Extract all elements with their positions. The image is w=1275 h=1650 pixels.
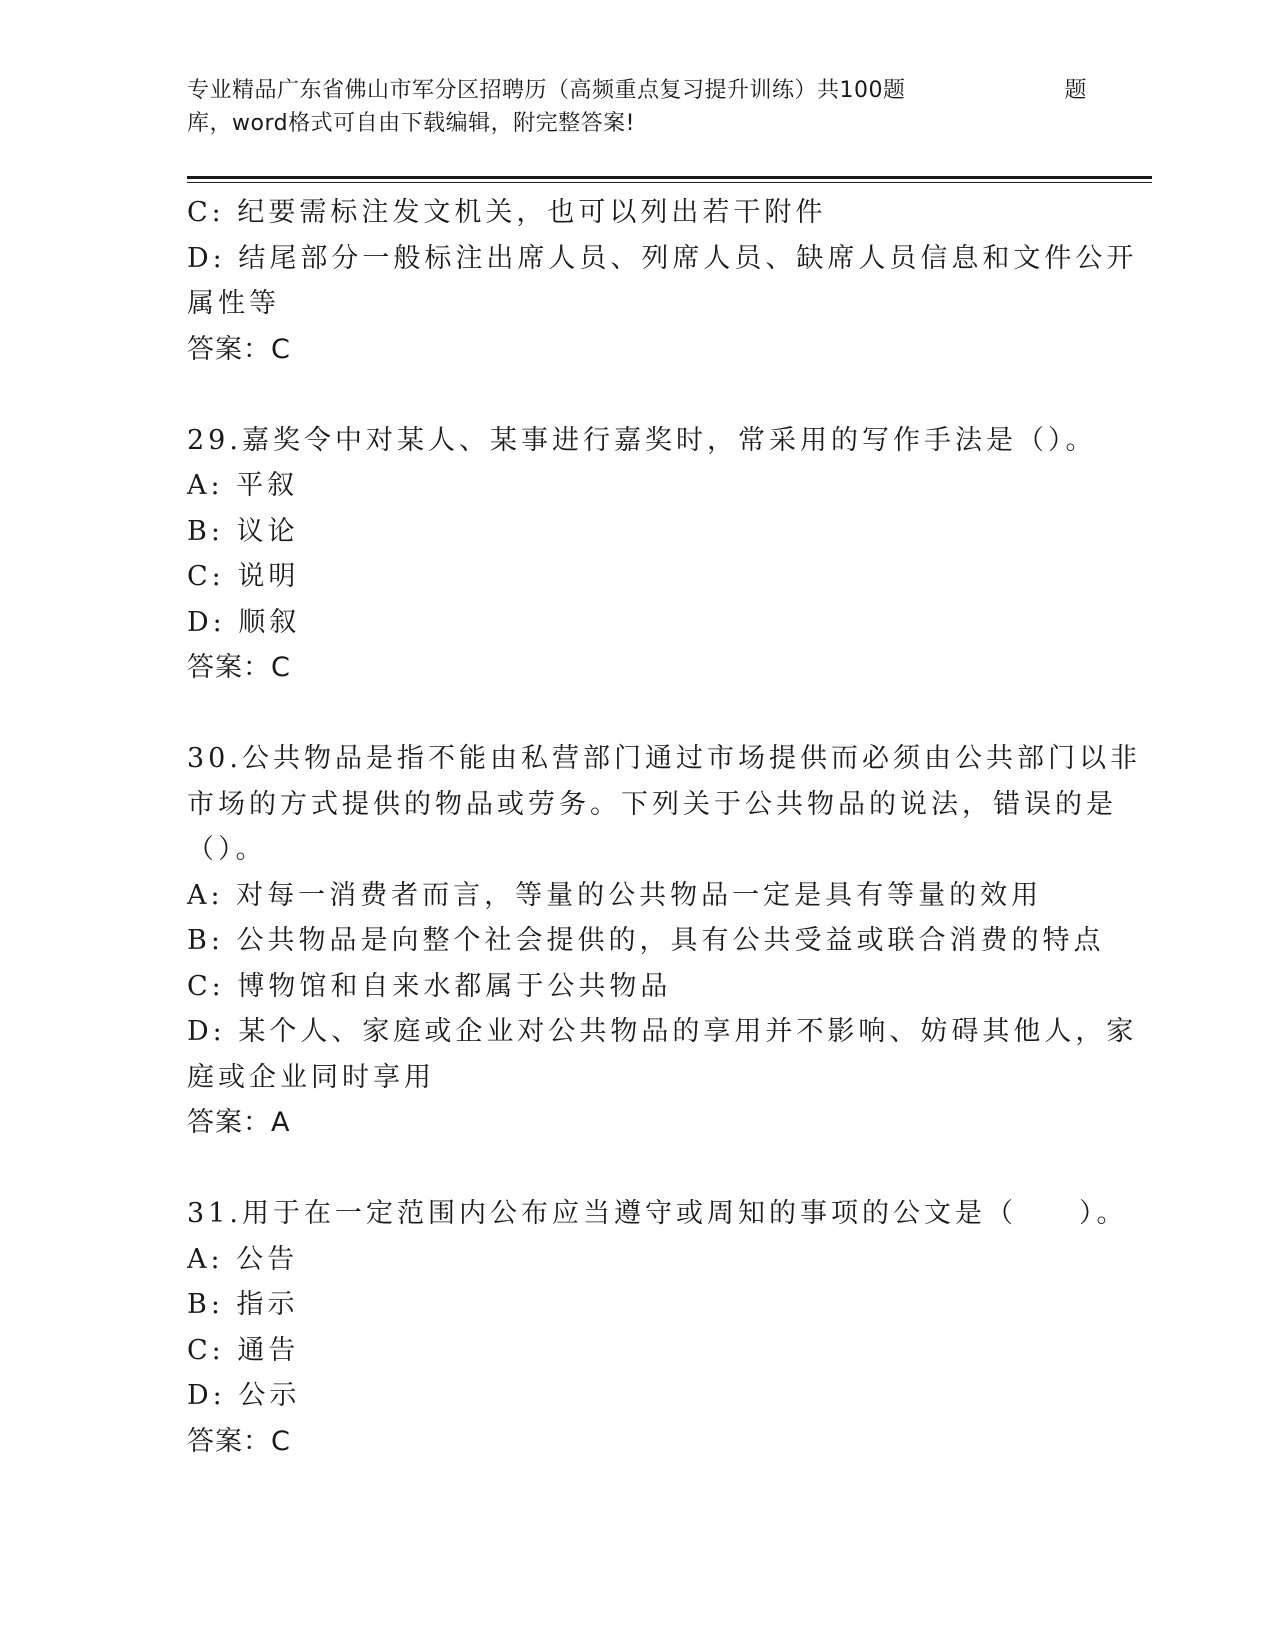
header-title-text: 专业精品广东省佛山市军分区招聘历（高频重点复习提升训练）共100题: [187, 78, 906, 103]
spacer: [187, 1146, 1077, 1192]
spacer: [187, 691, 1077, 737]
q30-stem-line2: 市场的方式提供的物品或劳务。下列关于公共物品的说法，错误的是: [187, 788, 1117, 820]
q30-option-b: B: 公共物品是向整个社会提供的，具有公共受益或联合消费的特点: [187, 925, 1105, 956]
q30-answer: 答案：A: [187, 1107, 291, 1138]
q29-option-a: A: 平叙: [187, 470, 299, 501]
prev-option-c: C: 纪要需标注发文机关，也可以列出若干附件: [187, 197, 827, 228]
q31-option-a: A: 公告: [187, 1243, 299, 1275]
prev-answer: 答案：C: [187, 333, 291, 365]
q29-option-d: D: 顺叙: [187, 606, 301, 638]
header-line-1: [187, 74, 1087, 107]
q31-stem: 31.用于在一定范围内公布应当遵守或周知的事项的公文是（ ）。: [187, 1198, 1128, 1229]
q31-option-c: C: 通告: [187, 1334, 300, 1366]
q29-answer: 答案：C: [187, 652, 291, 683]
q30-option-a: A: 对每一消费者而言，等量的公共物品一定是具有等量的效用: [187, 879, 1043, 911]
q31-answer: 答案：C: [187, 1425, 291, 1457]
q30-stem-line3: （）。: [187, 834, 267, 865]
header-divider-thin: [187, 182, 1152, 183]
q30-option-d-line2: 庭或企业同时享用: [187, 1061, 435, 1093]
q30-option-d-line1: D: 某个人、家庭或企业对公共物品的享用并不影响、妨碍其他人，家: [187, 1016, 1138, 1047]
header-divider-thick: [187, 176, 1152, 179]
header-line-2: 库，word格式可自由下载编辑，附完整答案!: [187, 111, 635, 136]
page-header: [187, 74, 1087, 140]
q29-stem: 29.嘉奖令中对某人、某事进行嘉奖时，常采用的写作手法是（）。: [187, 424, 1097, 456]
q30-option-c: C: 博物馆和自来水都属于公共物品: [187, 970, 672, 1002]
q31-option-d: D: 公示: [187, 1380, 301, 1411]
q31-option-b: B: 指示: [187, 1289, 299, 1320]
q30-stem-line1: 30.公共物品是指不能由私营部门通过市场提供而必须由公共部门以非: [187, 743, 1141, 774]
q29-option-b: B: 议论: [187, 515, 299, 547]
question-content: [187, 190, 1141, 1464]
prev-option-d-line1: D: 结尾部分一般标注出席人员、列席人员、缺席人员信息和文件公开: [187, 242, 1138, 274]
spacer: [187, 372, 1077, 418]
prev-option-d-line2: 属性等: [187, 288, 280, 319]
q29-option-c: C: 说明: [187, 561, 300, 592]
header-title-tail: 题: [1064, 78, 1087, 103]
